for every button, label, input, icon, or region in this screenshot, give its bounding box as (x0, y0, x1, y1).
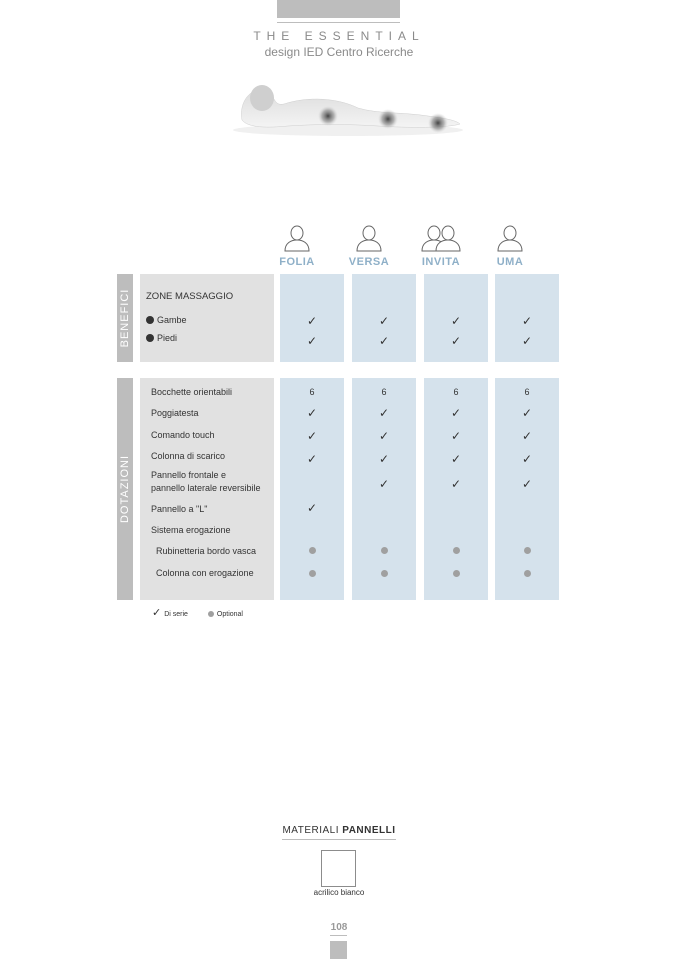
bullet-icon (146, 334, 154, 342)
bocchette-count: 6 (524, 387, 530, 397)
materials-title (0, 825, 678, 836)
column-head-versa (337, 224, 401, 270)
row-label-pannello-laterale: pannello laterale reversibile (151, 483, 261, 493)
check-icon: ✓ (450, 477, 462, 491)
section-label-text: DOTAZIONI (119, 454, 131, 524)
row-label-comando: Comando touch (151, 430, 215, 440)
zone-massaggio-title: ZONE MASSAGGIO (146, 291, 234, 302)
optional-dot-icon (352, 543, 416, 557)
check-icon: ✓ (152, 607, 162, 619)
brand-title: THE ESSENTIAL (253, 29, 425, 43)
bocchette-count: 6 (381, 387, 387, 397)
material-swatch-label: acrilico bianco (313, 888, 365, 897)
check-icon: ✓ (306, 452, 318, 466)
check-icon: ✓ (378, 334, 390, 348)
legend-standard: Di serie (164, 611, 188, 618)
check-icon: ✓ (521, 452, 533, 466)
top-decor-bar (277, 0, 400, 18)
top-rule (277, 22, 400, 23)
check-icon: ✓ (378, 429, 390, 443)
check-icon: ✓ (450, 406, 462, 420)
optional-dot-icon (208, 611, 214, 617)
check-icon: ✓ (521, 334, 533, 348)
bullet-icon (146, 316, 154, 324)
check-icon: ✓ (306, 334, 318, 348)
body-illustration (228, 78, 468, 140)
check-icon: ✓ (378, 477, 390, 491)
column-name: INVITA (421, 256, 461, 268)
row-label-pannello-l: Pannello a "L" (151, 504, 208, 514)
materials-title-prefix: MATERIALI (282, 825, 339, 836)
material-swatch (321, 850, 356, 887)
bocchette-count: 6 (453, 387, 459, 397)
row-label-poggiatesta: Poggiatesta (151, 408, 199, 418)
check-icon: ✓ (521, 477, 533, 491)
check-icon: ✓ (521, 406, 533, 420)
person-icon (495, 224, 525, 252)
optional-dot-icon (424, 566, 488, 580)
optional-dot-icon (280, 543, 344, 557)
column-name: FOLIA (279, 256, 315, 268)
optional-dot-icon (352, 566, 416, 580)
check-icon: ✓ (521, 314, 533, 328)
check-icon: ✓ (450, 314, 462, 328)
row-label-colonna-erogazione: Colonna con erogazione (156, 568, 254, 578)
check-icon: ✓ (378, 406, 390, 420)
section-label-text: BENEFICI (119, 288, 131, 348)
section-label-dotazioni (117, 378, 133, 600)
optional-dot-icon (424, 543, 488, 557)
check-icon: ✓ (306, 406, 318, 420)
optional-dot-icon (495, 566, 559, 580)
row-label-sistema-erogazione: Sistema erogazione (151, 525, 231, 535)
check-icon: ✓ (521, 429, 533, 443)
row-label: Gambe (157, 315, 187, 325)
optional-dot-icon (495, 543, 559, 557)
check-icon: ✓ (306, 501, 318, 515)
benefici-row-gambe (146, 314, 187, 326)
check-icon: ✓ (378, 314, 390, 328)
bocchette-count: 6 (309, 387, 315, 397)
row-label-rubinetteria: Rubinetteria bordo vasca (156, 546, 257, 556)
brand-subtitle: design IED Centro Ricerche (264, 45, 414, 59)
check-icon: ✓ (450, 429, 462, 443)
column-name: VERSA (348, 256, 390, 268)
person-icon (282, 224, 312, 252)
row-label: Piedi (157, 333, 178, 343)
materials-title-bold: PANNELLI (342, 825, 396, 836)
check-icon: ✓ (450, 334, 462, 348)
couple-icon (419, 224, 463, 252)
check-icon: ✓ (450, 452, 462, 466)
benefici-row-piedi (146, 332, 177, 344)
materials-rule (282, 839, 396, 840)
row-label-colonna-scarico: Colonna di scarico (151, 451, 226, 461)
check-icon: ✓ (306, 314, 318, 328)
legend (152, 606, 243, 619)
person-icon (354, 224, 384, 252)
bottom-decor-bar (330, 941, 347, 959)
column-head-folia (265, 224, 329, 270)
row-label-pannello-frontale: Pannello frontale e (151, 470, 227, 480)
row-label-bocchette: Bocchette orientabili (151, 387, 233, 397)
page-number: 108 (330, 922, 348, 933)
column-head-uma (478, 224, 542, 270)
column-name: UMA (496, 256, 524, 268)
check-icon: ✓ (306, 429, 318, 443)
check-icon: ✓ (378, 452, 390, 466)
page-rule (330, 935, 347, 936)
legend-optional-item (208, 611, 243, 618)
column-head-invita (409, 224, 473, 270)
legend-optional: Optional (216, 611, 243, 618)
section-label-benefici (117, 274, 133, 362)
optional-dot-icon (280, 566, 344, 580)
